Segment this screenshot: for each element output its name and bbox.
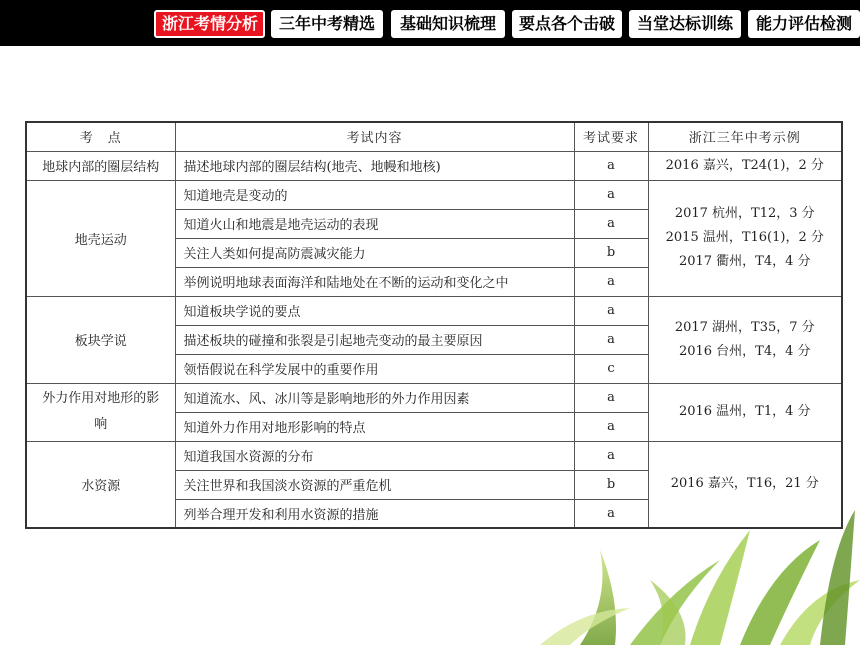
table-row	[26, 151, 842, 180]
example-cell	[648, 383, 842, 441]
tab-classroom-training[interactable]: 当堂达标训练	[629, 10, 741, 38]
content-cell: 知道外力作用对地形影响的特点	[175, 412, 574, 441]
requirement-cell: a	[574, 325, 648, 354]
example-cell	[648, 151, 842, 180]
requirement-cell: b	[574, 470, 648, 499]
topic-cell: 外力作用对地形的影响	[26, 383, 175, 441]
example-item: 2017 湖州，T35，7 分	[674, 319, 815, 335]
requirement-cell: a	[574, 383, 648, 412]
content-cell: 描述板块的碰撞和张裂是引起地壳变动的最主要原因	[175, 325, 574, 354]
requirement-cell: a	[574, 499, 648, 528]
tab-zhejiang-exam-analysis[interactable]: 浙江考情分析	[154, 10, 265, 38]
example-item: 2016 嘉兴，T24(1)，2 分	[665, 157, 824, 173]
table-row	[26, 296, 842, 325]
requirement-cell: a	[574, 180, 648, 209]
content-cell: 领悟假说在科学发展中的重要作用	[175, 354, 574, 383]
requirement-cell: a	[574, 412, 648, 441]
example-item: 2016 嘉兴，T16，21 分	[670, 476, 819, 492]
requirement-cell: a	[574, 296, 648, 325]
example-item: 2016 台州，T4，4 分	[678, 343, 811, 359]
example-item: 2017 杭州，T12，3 分	[674, 206, 815, 221]
content-cell: 关注世界和我国淡水资源的严重危机	[175, 470, 574, 499]
table-row	[26, 180, 842, 209]
example-cell	[648, 180, 842, 296]
top-navigation-bar	[0, 0, 860, 46]
exam-requirements-table	[25, 121, 843, 529]
header-examples: 浙江三年中考示例	[648, 122, 842, 151]
example-cell	[648, 441, 842, 528]
topic-cell: 板块学说	[26, 296, 175, 383]
content-cell: 知道地壳是变动的	[175, 180, 574, 209]
requirement-cell: a	[574, 151, 648, 180]
requirement-cell: a	[574, 441, 648, 470]
content-cell: 知道我国水资源的分布	[175, 441, 574, 470]
topic-cell: 地壳运动	[26, 180, 175, 296]
content-cell: 描述地球内部的圈层结构(地壳、地幔和地核)	[175, 151, 574, 180]
topic-cell: 地球内部的圈层结构	[26, 151, 175, 180]
header-content: 考试内容	[175, 122, 574, 151]
table-row	[26, 441, 842, 470]
content-cell: 列举合理开发和利用水资源的措施	[175, 499, 574, 528]
tab-three-year-exam-selection[interactable]: 三年中考精选	[271, 10, 383, 38]
requirement-cell: a	[574, 267, 648, 296]
content-cell: 知道火山和地震是地壳运动的表现	[175, 209, 574, 238]
example-item: 2015 温州，T16(1)，2 分	[665, 230, 824, 245]
content-cell: 知道流水、风、冰川等是影响地形的外力作用因素	[175, 383, 574, 412]
example-cell	[648, 296, 842, 383]
content-cell: 举例说明地球表面海洋和陆地处在不断的运动和变化之中	[175, 267, 574, 296]
example-item: 2016 温州，T1，4 分	[678, 404, 811, 419]
example-item: 2017 衢州，T4，4 分	[678, 254, 811, 269]
table-row	[26, 383, 842, 412]
topic-cell: 水资源	[26, 441, 175, 528]
content-cell: 知道板块学说的要点	[175, 296, 574, 325]
tab-basic-knowledge-review[interactable]: 基础知识梳理	[391, 10, 505, 38]
table-header-row	[26, 122, 842, 151]
content-cell: 关注人类如何提高防震减灾能力	[175, 238, 574, 267]
requirement-cell: a	[574, 209, 648, 238]
requirement-cell: c	[574, 354, 648, 383]
tab-key-points[interactable]: 要点各个击破	[512, 10, 622, 38]
requirement-cell: b	[574, 238, 648, 267]
header-requirement: 考试要求	[574, 122, 648, 151]
header-topic: 考 点	[26, 122, 175, 151]
tab-ability-assessment[interactable]: 能力评估检测	[748, 10, 860, 38]
